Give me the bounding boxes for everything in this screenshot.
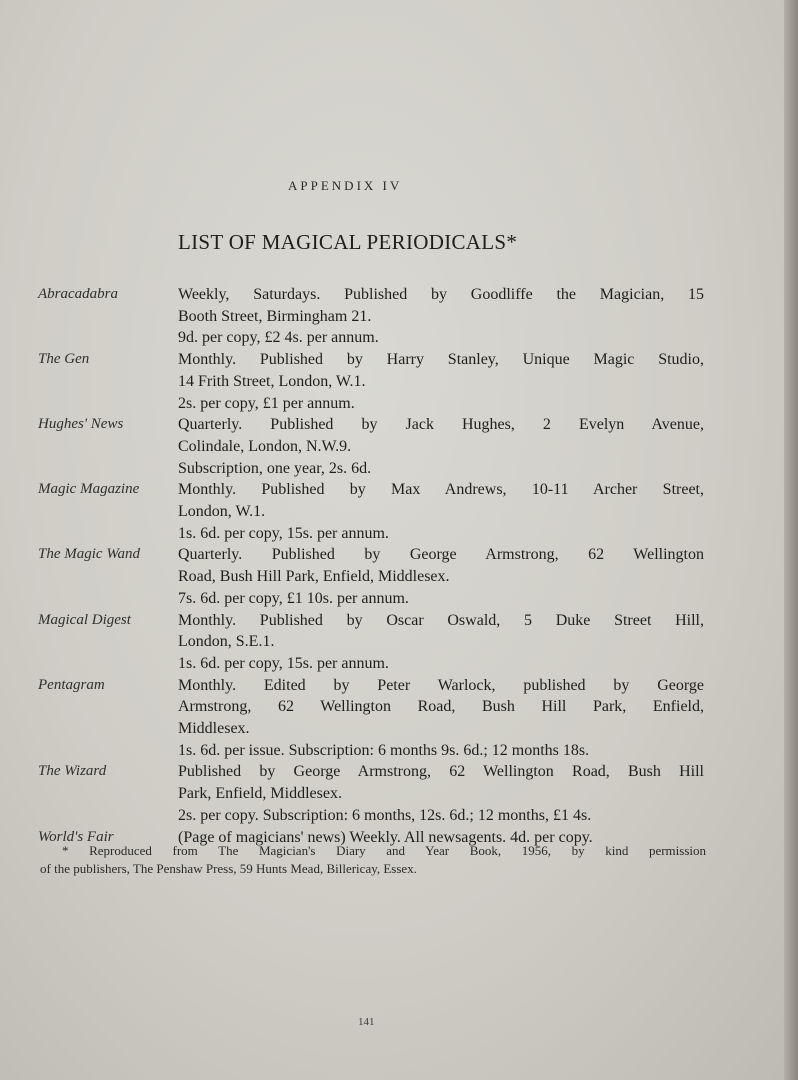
- detail-line: 14 Frith Street, London, W.1.: [178, 372, 366, 390]
- detail-line: Subscription, one year, 2s. 6d.: [178, 459, 372, 477]
- detail-line: 9d. per copy, £2 4s. per annum.: [178, 329, 379, 347]
- detail-line: Middlesex.: [178, 720, 250, 738]
- detail-line: 2s. per copy, £1 per annum.: [178, 394, 355, 412]
- detail-line: Quarterly. Published by George Armstrong, 62 Wellington: [178, 546, 704, 564]
- detail-line: Road, Bush Hill Park, Enfield, Middlesex.: [178, 568, 450, 586]
- detail-line: Quarterly. Published by Jack Hughes, 2 Evelyn Avenue,: [178, 416, 704, 434]
- detail-line: Monthly. Published by Oscar Oswald, 5 Duke Street Hill,: [178, 611, 704, 629]
- periodical-name: The Magic Wand: [38, 546, 140, 563]
- footnote: [40, 842, 706, 878]
- periodical-name: World's Fair: [38, 828, 114, 845]
- periodical-entry: [38, 349, 708, 414]
- periodical-entry: [38, 761, 708, 826]
- periodical-details: [178, 761, 704, 826]
- periodical-details: [178, 544, 704, 609]
- detail-line: Booth Street, Birmingham 21.: [178, 307, 372, 325]
- detail-line: 1s. 6d. per copy, 15s. per annum.: [178, 524, 389, 542]
- periodical-details: [178, 414, 704, 479]
- detail-line: 2s. per copy. Subscription: 6 months, 12s. 6d.; 12 months, £1 4s.: [178, 806, 592, 824]
- periodical-entry: [38, 284, 708, 349]
- detail-line: (Page of magicians' news) Weekly. All newsagents. 4d. per copy.: [178, 828, 593, 846]
- detail-line: 1s. 6d. per issue. Subscription: 6 months 9s. 6d.; 12 months 18s.: [178, 741, 590, 759]
- periodical-name: Magic Magazine: [38, 481, 140, 498]
- periodical-entry: [38, 610, 708, 675]
- periodical-details: [178, 479, 704, 544]
- detail-line: Monthly. Published by Harry Stanley, Unique Magic Studio,: [178, 351, 704, 369]
- appendix-heading: APPENDIX IV: [288, 178, 403, 193]
- page-number: 141: [358, 1016, 375, 1028]
- periodical-details: [178, 675, 704, 762]
- detail-line: Armstrong, 62 Wellington Road, Bush Hill Park, Enfield,: [178, 698, 704, 716]
- periodical-name: The Wizard: [38, 763, 107, 780]
- detail-line: London, W.1.: [178, 503, 266, 521]
- detail-line: Monthly. Edited by Peter Warlock, published by George: [178, 676, 704, 694]
- footnote-line: * Reproduced from The Magician's Diary and Year Book, 1956, by kind permission: [62, 843, 706, 858]
- periodical-name: Abracadabra: [38, 286, 118, 302]
- footnote-line: of the publishers, The Penshaw Press, 59 Hunts Mead, Billericay, Essex.: [40, 861, 417, 876]
- detail-line: Weekly, Saturdays. Published by Goodliffe the Magician, 15: [178, 286, 704, 303]
- page-edge: [784, 0, 798, 1080]
- detail-line: Park, Enfield, Middlesex.: [178, 785, 342, 803]
- periodical-details: [178, 610, 704, 675]
- detail-line: Colindale, London, N.W.9.: [178, 437, 352, 455]
- periodicals-list: [38, 284, 708, 848]
- periodical-entry: [38, 414, 708, 479]
- periodical-name: Magical Digest: [38, 611, 131, 628]
- periodical-details: [178, 349, 704, 414]
- periodical-entry: [38, 479, 708, 544]
- detail-line: 7s. 6d. per copy, £1 10s. per annum.: [178, 589, 409, 607]
- detail-line: London, S.E.1.: [178, 633, 275, 651]
- detail-line: Monthly. Published by Max Andrews, 10-11 Archer Street,: [178, 481, 704, 499]
- periodical-name: The Gen: [38, 351, 90, 368]
- periodical-details: [178, 284, 704, 349]
- periodical-entry: [38, 675, 708, 762]
- periodical-entry: [38, 544, 708, 609]
- periodical-name: Pentagram: [38, 676, 105, 693]
- page-title: LIST OF MAGICAL PERIODICALS*: [178, 230, 518, 254]
- detail-line: Published by George Armstrong, 62 Wellington Road, Bush Hill: [178, 763, 704, 781]
- periodical-name: Hughes' News: [38, 416, 124, 433]
- detail-line: 1s. 6d. per copy, 15s. per annum.: [178, 654, 389, 672]
